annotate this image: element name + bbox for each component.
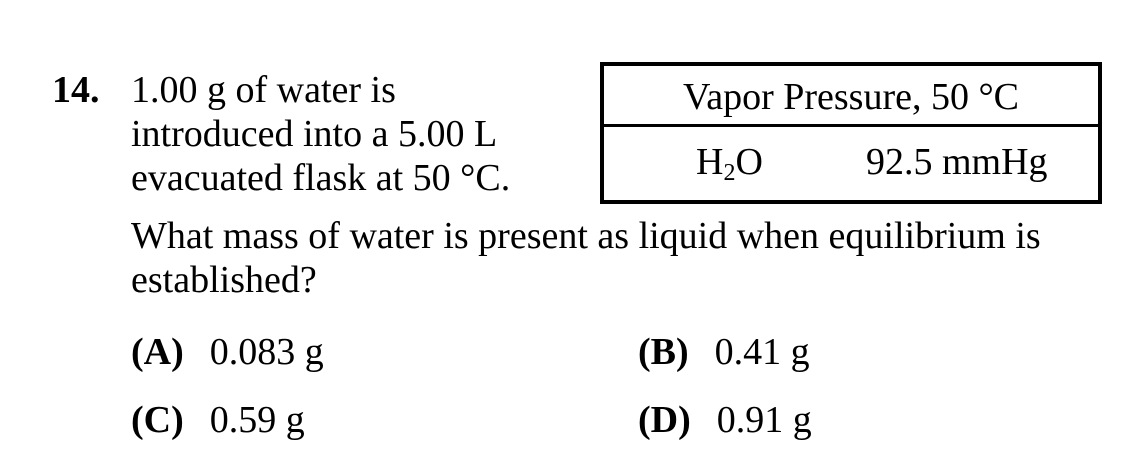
stem-line-1: 1.00 g of water is	[131, 69, 396, 111]
question-number: 14.	[52, 69, 100, 111]
question-prompt: What mass of water is present as liquid when equilibrium is established?	[131, 215, 1041, 301]
vapor-pressure-value: 92.5 mmHg	[866, 141, 1048, 183]
vapor-pressure-header: Vapor Pressure, 50 °C	[604, 66, 1098, 127]
choice-a-value: 0.083 g	[209, 331, 324, 373]
choice-a-letter: (A)	[131, 331, 184, 373]
choice-b-value: 0.41 g	[714, 331, 810, 373]
choice-b[interactable]	[638, 330, 810, 374]
vapor-pressure-row	[604, 127, 1098, 200]
vapor-pressure-table	[600, 62, 1102, 204]
question-stem	[131, 68, 591, 200]
choice-c-value: 0.59 g	[209, 399, 305, 441]
choice-a[interactable]	[131, 330, 324, 374]
choice-b-letter: (B)	[638, 331, 689, 373]
choice-c-letter: (C)	[131, 399, 184, 441]
choice-c[interactable]	[131, 398, 305, 442]
choice-d[interactable]	[638, 398, 812, 442]
stem-line-3: evacuated flask at 50 °C.	[131, 157, 511, 199]
choice-d-value: 0.91 g	[716, 399, 812, 441]
stem-line-2: introduced into a 5.00 L	[131, 113, 498, 155]
choice-d-letter: (D)	[638, 399, 691, 441]
substance-formula: $H_2O$	[696, 141, 763, 186]
